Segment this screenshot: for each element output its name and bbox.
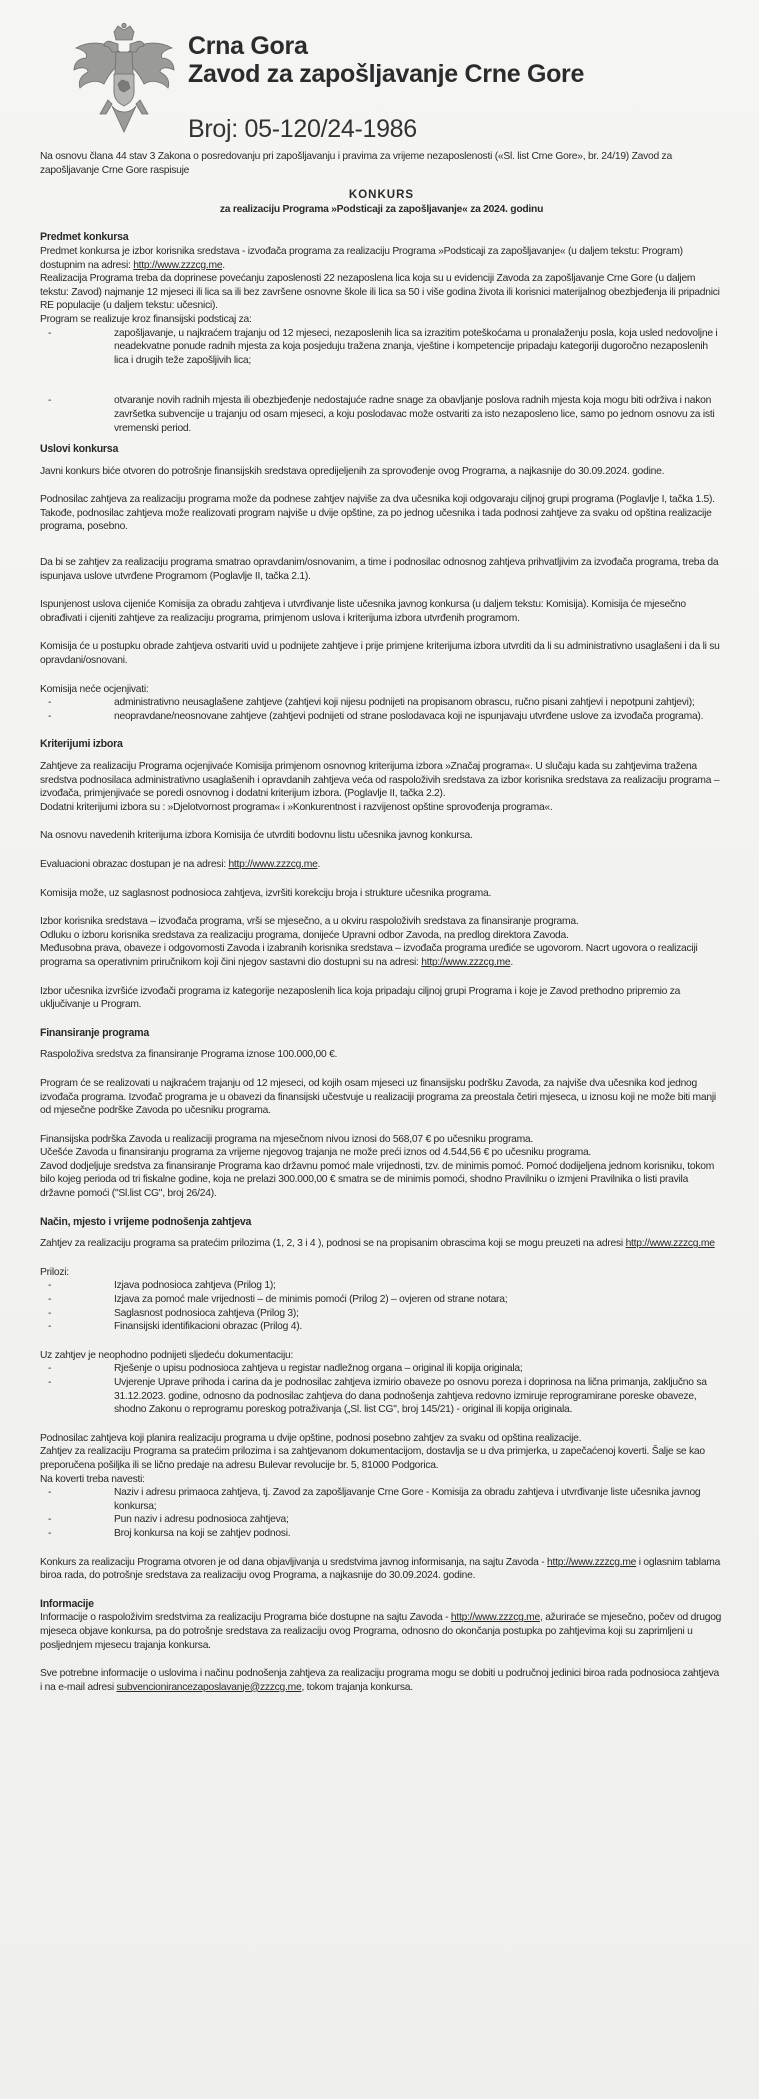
- document-number: Broj: 05-120/24-1986: [188, 115, 417, 143]
- uslovi-paragraph-2: Podnosilac zahtjeva za realizaciju programa može da podnese zahtjev najviše za dva učesnika koji odgovaraju ciljnoj grupi programa (Poglavlje I, tačka 1.5). Takođe, podnosilac zahtjeva može realizovati program najviše u dvije opštine, za po jednog učesnika i tada podnosi zahtjeve za svaku od opština realizacije programa, posebno.: [40, 494, 715, 533]
- zzzcg-link[interactable]: http://www.zzzcg.me: [625, 1238, 715, 1250]
- kriterijumi-paragraph-4: Evaluacioni obrazac dostupan je na adresi: http://www.zzzcg.me.: [40, 858, 321, 870]
- section-heading-uslovi: Uslovi konkursa: [40, 443, 119, 456]
- informacije-paragraph-2: Sve potrebne informacije o uslovima i načinu podnošenja zahtjeva za realizaciju programa mogu se dobiti u područnoj jedinici biroa rada podnosioca zahtjeva i na e-mail adresi subvencionirancezaposlavanje@zzzcg.me, tokom trajanja konkursa.: [40, 1668, 720, 1693]
- list-item: - Saglasnost podnosioca zahtjeva (Prilog 3);: [114, 1307, 723, 1321]
- finansiranje-paragraph-3: Finansijska podrška Zavoda u realizaciji programa na mjesečnom nivou iznosi do 568,07 € po učesniku programa.: [40, 1133, 534, 1145]
- finansiranje-paragraph-5: Zavod dodjeljuje sredstva za finansiranje Programa kao državnu pomoć male vrijednosti, tzv. de minimis pomoć. Pomoć dodijeljena jednom korisniku, tokom bilo kojeg perioda od tri fiskalne godine, koja ne prelazi 300.000,00 € smatra se de minimis pomoći, shodno Pravilniku o izmjeni Pravilnika o listi pravila državne pomoći ("Sl.list CG", broj 26/24).: [40, 1160, 715, 1200]
- list-item: - Naziv i adresu primaoca zahtjeva, tj. Zavod za zapošljavanje Crne Gore - Komisija za obradu zahtjeva i utvrđivanje liste učesnika javnog konkursa;: [114, 1486, 723, 1513]
- kriterijumi-paragraph-9: Izbor učesnika izvršiće izvođači programa iz kategorije nezaposlenih lica koja pripadaju ciljnoj grupi Programa i koje je Zavod prethodno pripremio za uključivanje u Program.: [40, 985, 681, 1011]
- list-item: - Uvjerenje Uprave prihoda i carina da je podnosilac zahtjeva izmirio obaveze po osnovu poreza i doprinosa na lična primanja, zaključno sa 31.12.2023. godine, odnosno da podnosilac zahtjeva do dana podnošenja zahtjeva redovno izmiruje reprogramirane poreske obaveze, shodno Zakonu o reprogramu poreskog potraživanja („Sl. list CG", broj 145/21) - original ili kopija originala.: [114, 1376, 723, 1417]
- kriterijumi-paragraph-3: Na osnovu navedenih kriterijuma izbora Komisija će utvrditi bodovnu listu učesnika javnog konkursa.: [40, 830, 473, 842]
- nacin-paragraph-5: Konkurs za realizaciju Programa otvoren je od dana objavljivanja u sredstvima javnog informisanja, na sajtu Zavoda - http://www.zzzcg.me i oglasnim tablama biroa rada, do potrošnje sredstava za realizaciju ovog Programa, a najkasnije do 30.09.2024. godine.: [40, 1556, 721, 1582]
- zzzcg-link[interactable]: http://www.zzzcg.me: [547, 1556, 637, 1568]
- dokumentacija-label: Uz zahtjev je neophodno podnijeti sljedeću dokumentaciju:: [40, 1349, 294, 1361]
- list-item: - Broj konkursa na koji se zahtjev podnosi.: [114, 1527, 723, 1541]
- list-item: - Rješenje o upisu podnosioca zahtjeva u registar nadležnog organa – original ili kopija originala;: [114, 1362, 723, 1376]
- zzzcg-link[interactable]: http://www.zzzcg.me: [421, 956, 511, 968]
- finansiranje-paragraph-1: Raspoloživa sredstva za finansiranje Programa iznose 100.000,00 €.: [40, 1049, 338, 1061]
- prilozi-list: [40, 1279, 723, 1333]
- zzzcg-link[interactable]: http://www.zzzcg.me: [228, 858, 318, 870]
- kriterijumi-paragraph-5: Komisija može, uz saglasnost podnosioca zahtjeva, izvršiti korekciju broja i strukture učesnika programa.: [40, 887, 492, 899]
- nacin-paragraph-3: Zahtjev za realizaciju Programa sa pratećim prilozima i sa zahtjevanom dokumentacijom, dostavlja se u dva primjerka, u zapečaćenoj koverti. Šalje se kao preporučena pošiljka ili se lično predaje na adresu Bulevar revolucije br. 5, 81000 Podgorica.: [40, 1446, 705, 1471]
- section-heading-kriterijumi: Kriterijumi izbora: [40, 738, 123, 751]
- uslovi-list: [40, 696, 723, 723]
- institution-country: Crna Gora: [188, 32, 308, 60]
- list-item: - otvaranje novih radnih mjesta ili obezbjeđenje nedostajuće radne snage za obavljanje poslova radnih mjesta koja mogu biti održiva i nakon završetka subvencije u trajanju od osam mjeseci, a koju poslodavac može ostvariti za isto nezaposleno lice, samo po jednom osnovu za isti vremenski period.: [114, 394, 723, 435]
- uslovi-paragraph-5: Komisija će u postupku obrade zahtjeva ostvariti uvid u podnijete zahtjeve i prije primjene kriterijuma izbora utvrditi da li su administrativno usaglašeni i da li su opravdani/osnovani.: [40, 641, 720, 667]
- list-item: - neopravdane/neosnovane zahtjeve (zahtjevi podnijeti od strane poslodavaca koji ne ispunjavaju utvrđene uslove za izvođača programa).: [114, 710, 723, 724]
- uslovi-paragraph-3: Da bi se zahtjev za realizaciju programa smatrao opravdanim/osnovanim, a time i podnosilac odnosnog zahtjeva prihvatljivim za izvođača programa, treba da ispunjava uslove utvrđene Programom (Poglavlje II, tačka 2.1).: [40, 557, 719, 582]
- email-link[interactable]: subvencionirancezaposlavanje@zzzcg.me: [116, 1681, 302, 1693]
- coat-of-arms-icon: [68, 22, 180, 142]
- list-item: - zapošljavanje, u najkraćem trajanju od 12 mjeseci, nezaposlenih lica sa izrazitim poteškoćama u pronalaženju posla, koja usled nedovoljne i neadekvatne ponude radnih mjesta za koja posjeduju tražena znanja, vještine i kompetencije pripadaju kategoriji dugoročno nezaposlenih lica i drugih teže zapošljivih lica;: [114, 327, 723, 368]
- predmet-list: [40, 327, 723, 436]
- uslovi-paragraph-4: Ispunjenost uslova cijeniće Komisija za obradu zahtjeva i utvrđivanje liste učesnika javnog konkursa (u daljem tekstu: Komisija). Komisija će mjesečno obrađivati i cijeniti zahtjeve za realizaciju programa, primjenom uslova i kriterijuma izbora utvrđenih programom.: [40, 599, 686, 624]
- list-item: - Pun naziv i adresu podnosioca zahtjeva;: [114, 1513, 723, 1527]
- predmet-paragraph-2: Realizacija Programa treba da doprinese povećanju zaposlenosti 22 nezaposlena lica koja su u evidenciji Zavoda za zapošljavanje Crne Gore (u daljem tekstu: Zavod) najmanje 12 mjeseci ili lica sa ili bez završene osnovne škole ili lica sa 50 i više godina života ili korisnici materijalnog obezbjeđenja ili pripadnici RE populacije (u daljem tekstu: učesnici).: [40, 273, 720, 312]
- document-subtitle: za realizaciju Programa »Podsticaji za zapošljavanje« za 2024. godinu: [219, 203, 544, 215]
- koverta-list: [40, 1486, 723, 1540]
- list-item: - administrativno neusaglašene zahtjeve (zahtjevi koji nijesu podnijeti na propisanom obrascu, ručno pisani zahtjevi i nepotpuni zahtjevi);: [114, 696, 723, 710]
- nacin-paragraph-4: Na koverti treba navesti:: [40, 1473, 145, 1485]
- prilozi-label: Prilozi:: [40, 1266, 69, 1278]
- predmet-paragraph-3: Program se realizuje kroz finansijski podsticaj za:: [40, 313, 252, 325]
- intro-paragraph: Na osnovu člana 44 stav 3 Zakona o posredovanju pri zapošljavanju i pravima za vrijeme nezaposlenosti («Sl. list Crne Gore», br. 24/19) Zavod za zapošljavanje Crne Gore raspisuje: [40, 151, 672, 176]
- list-item: - Finansijski identifikacioni obrazac (Prilog 4).: [114, 1320, 723, 1334]
- kriterijumi-paragraph-8: Međusobna prava, obaveze i odgovornosti Zavoda i izabranih korisnika sredstava – izvođača programa uređiće se ugovorom. Nacrt ugovora o realizaciji programa sa operativnim priručnikom koji čini njegov sastavni dio dostupni su na adresi: http://www.zzzcg.me.: [40, 943, 698, 968]
- document-header: [40, 0, 723, 150]
- document-body: [40, 150, 723, 1694]
- informacije-paragraph-1: Informacije o raspoloživim sredstvima za realizaciju Programa biće dostupne na sajtu Zavoda - http://www.zzzcg.me, ažuriraće se mjesečno, počev od drugog mjeseca objave konkursa, pa do potrošnje sredstava za realizaciju ovog Programa, odnosno do okončanja postupka po zahtjevima koji su zaprimljeni u posljednjem mjesecu trajanja konkursa.: [40, 1612, 722, 1651]
- section-heading-finansiranje: Finansiranje programa: [40, 1026, 149, 1039]
- document-title: KONKURS: [348, 189, 415, 202]
- nacin-paragraph-1: Zahtjev za realizaciju programa sa pratećim prilozima (1, 2, 3 i 4 ), podnosi se na propisanim obrascima koji se mogu preuzeti na adresi http://www.zzzcg.me: [40, 1238, 715, 1250]
- list-item: - Izjava podnosioca zahtjeva (Prilog 1);: [114, 1279, 723, 1293]
- finansiranje-paragraph-4: Učešće Zavoda u finansiranju programa za vrijeme njegovog trajanja ne može preći iznos od 4.544,56 € po učesniku programa.: [40, 1147, 592, 1159]
- predmet-paragraph-1: Predmet konkursa je izbor korisnika sredstava - izvođača programa za realizaciju Programa »Podsticaji za zapošljavanje« (u daljem tekstu: Program) dostupnim na adresi: http://www.zzzcg.me.: [40, 245, 683, 271]
- finansiranje-paragraph-2: Program će se realizovati u najkraćem trajanju od 12 mjeseci, od kojih osam mjeseci uz finansijsku podršku Zavoda, za najviše dva učesnika kod jednog izvođača programa. Izvođač programa je u obavezi da finansijski učestvuje u realizaciji programa za preostala četiri mjeseca, u iznosu koji ne može biti manji od mjesečne podrške Zavoda po učesniku programa.: [40, 1077, 716, 1117]
- kriterijumi-paragraph-1: Zahtjeve za realizaciju Programa ocjenjivaće Komisija primjenom osnovnog kriterijuma izbora »Značaj programa«. U slučaju kada su zahtjevima tražena sredstva podnosilaca administrativno usaglašenih i opravdanih zahtjeva veća od raspoloživih sredstava za izbor korisnika sredstava za realizaciju programa – izvođača, primjenjivaće se poredi osnovnog i dodatni kriterijum izbora. (Poglavlje II, tačka 2.2).: [40, 761, 720, 800]
- nacin-paragraph-2: Podnosilac zahtjeva koji planira realizaciju programa u dvije opštine, podnosi posebno zahtjev za svaku od opština realizacije.: [40, 1432, 582, 1444]
- section-heading-informacije: Informacije: [40, 1597, 94, 1610]
- zzzcg-link[interactable]: http://www.zzzcg.me: [450, 1612, 540, 1624]
- kriterijumi-paragraph-7: Odluku o izboru korisnika sredstava za realizaciju programa, donijeće Upravni odbor Zavoda, na predlog direktora Zavoda.: [40, 929, 569, 941]
- list-item: - Izjava za pomoć male vrijednosti – de minimis pomoći (Prilog 2) – ovjeren od strane notara;: [114, 1293, 723, 1307]
- uslovi-paragraph-6: Komisija neće ocjenjivati:: [40, 683, 149, 695]
- zzzcg-link[interactable]: http://www.zzzcg.me: [133, 259, 223, 271]
- section-heading-predmet: Predmet konkursa: [40, 231, 129, 244]
- uslovi-paragraph-1: Javni konkurs biće otvoren do potrošnje finansijskih sredstava opredijeljenih za sprovođenje ovog Programa, a najkasnije do 30.09.2024. godine.: [40, 465, 665, 477]
- kriterijumi-paragraph-6: Izbor korisnika sredstava – izvođača programa, vrši se mjesečno, a u okviru raspoloživih sredstava za finansiranje programa.: [40, 916, 579, 928]
- section-heading-nacin: Način, mjesto i vrijeme podnošenja zahtjeva: [40, 1215, 252, 1228]
- dokumentacija-list: [40, 1362, 723, 1416]
- kriterijumi-paragraph-2: Dodatni kriterijumi izbora su : »Djelotvornost programa« i »Konkurentnost i razvijenost opštine sprovođenja programa«.: [40, 801, 553, 813]
- institution-name: Zavod za zapošljavanje Crne Gore: [188, 60, 585, 88]
